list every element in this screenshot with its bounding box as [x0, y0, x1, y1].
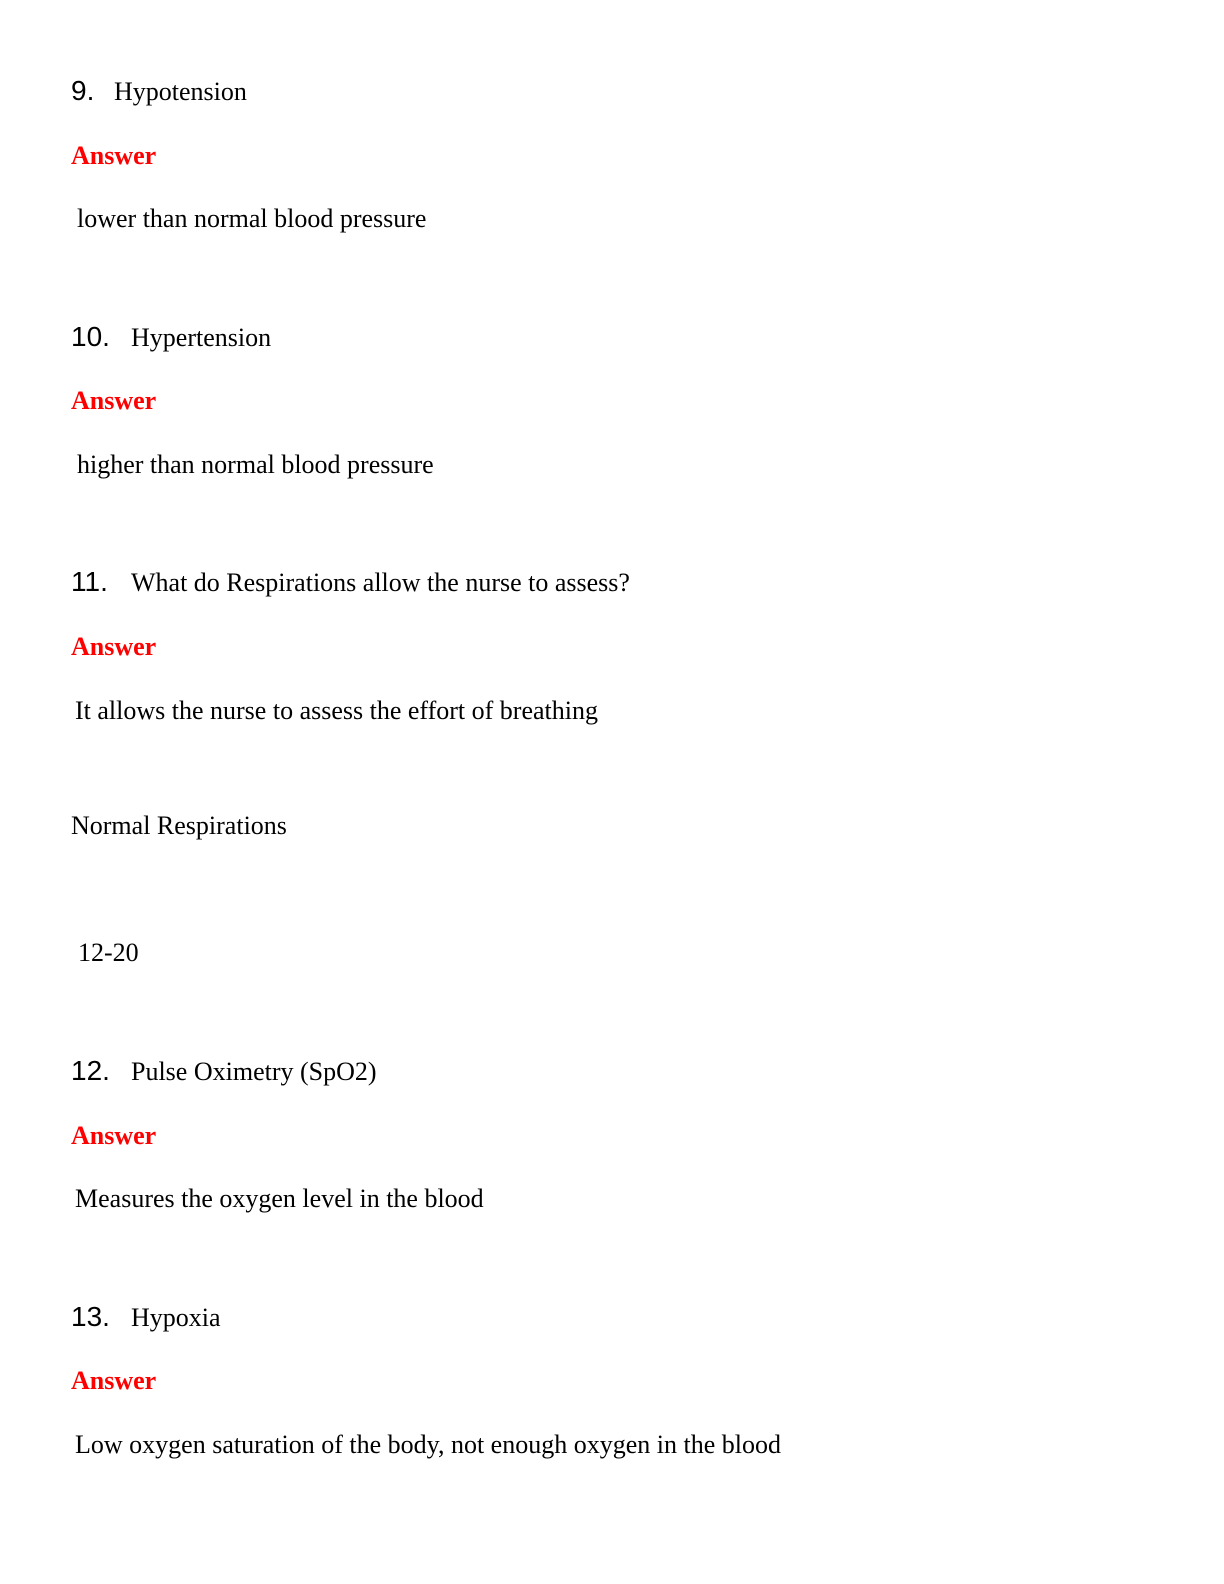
answer-text: Low oxygen saturation of the body, not enough oxygen in the blood: [75, 1430, 781, 1459]
question-number: 9.: [71, 75, 95, 106]
question-number: 13.: [71, 1301, 110, 1332]
question-number: 10.: [71, 321, 110, 352]
answer-text: Measures the oxygen level in the blood: [75, 1184, 484, 1213]
question-term: Hypoxia: [131, 1303, 221, 1332]
normal-respirations-value: 12-20: [78, 938, 139, 967]
answer-label: Answer: [71, 141, 157, 170]
question-term: Hypertension: [131, 323, 272, 352]
answer-text: lower than normal blood pressure: [77, 204, 427, 233]
question-number: 12.: [71, 1055, 110, 1086]
answer-label: Answer: [71, 1366, 157, 1395]
answer-label: Answer: [71, 386, 157, 415]
answer-label: Answer: [71, 632, 157, 661]
normal-respirations-heading: Normal Respirations: [71, 811, 287, 840]
question-term: What do Respirations allow the nurse to assess?: [131, 568, 630, 597]
question-term: Hypotension: [114, 77, 247, 106]
answer-text: It allows the nurse to assess the effort of breathing: [75, 696, 598, 725]
question-number: 11.: [71, 566, 108, 597]
answer-label: Answer: [71, 1121, 157, 1150]
question-term: Pulse Oximetry (SpO2): [131, 1057, 377, 1086]
answer-text: higher than normal blood pressure: [77, 450, 434, 479]
